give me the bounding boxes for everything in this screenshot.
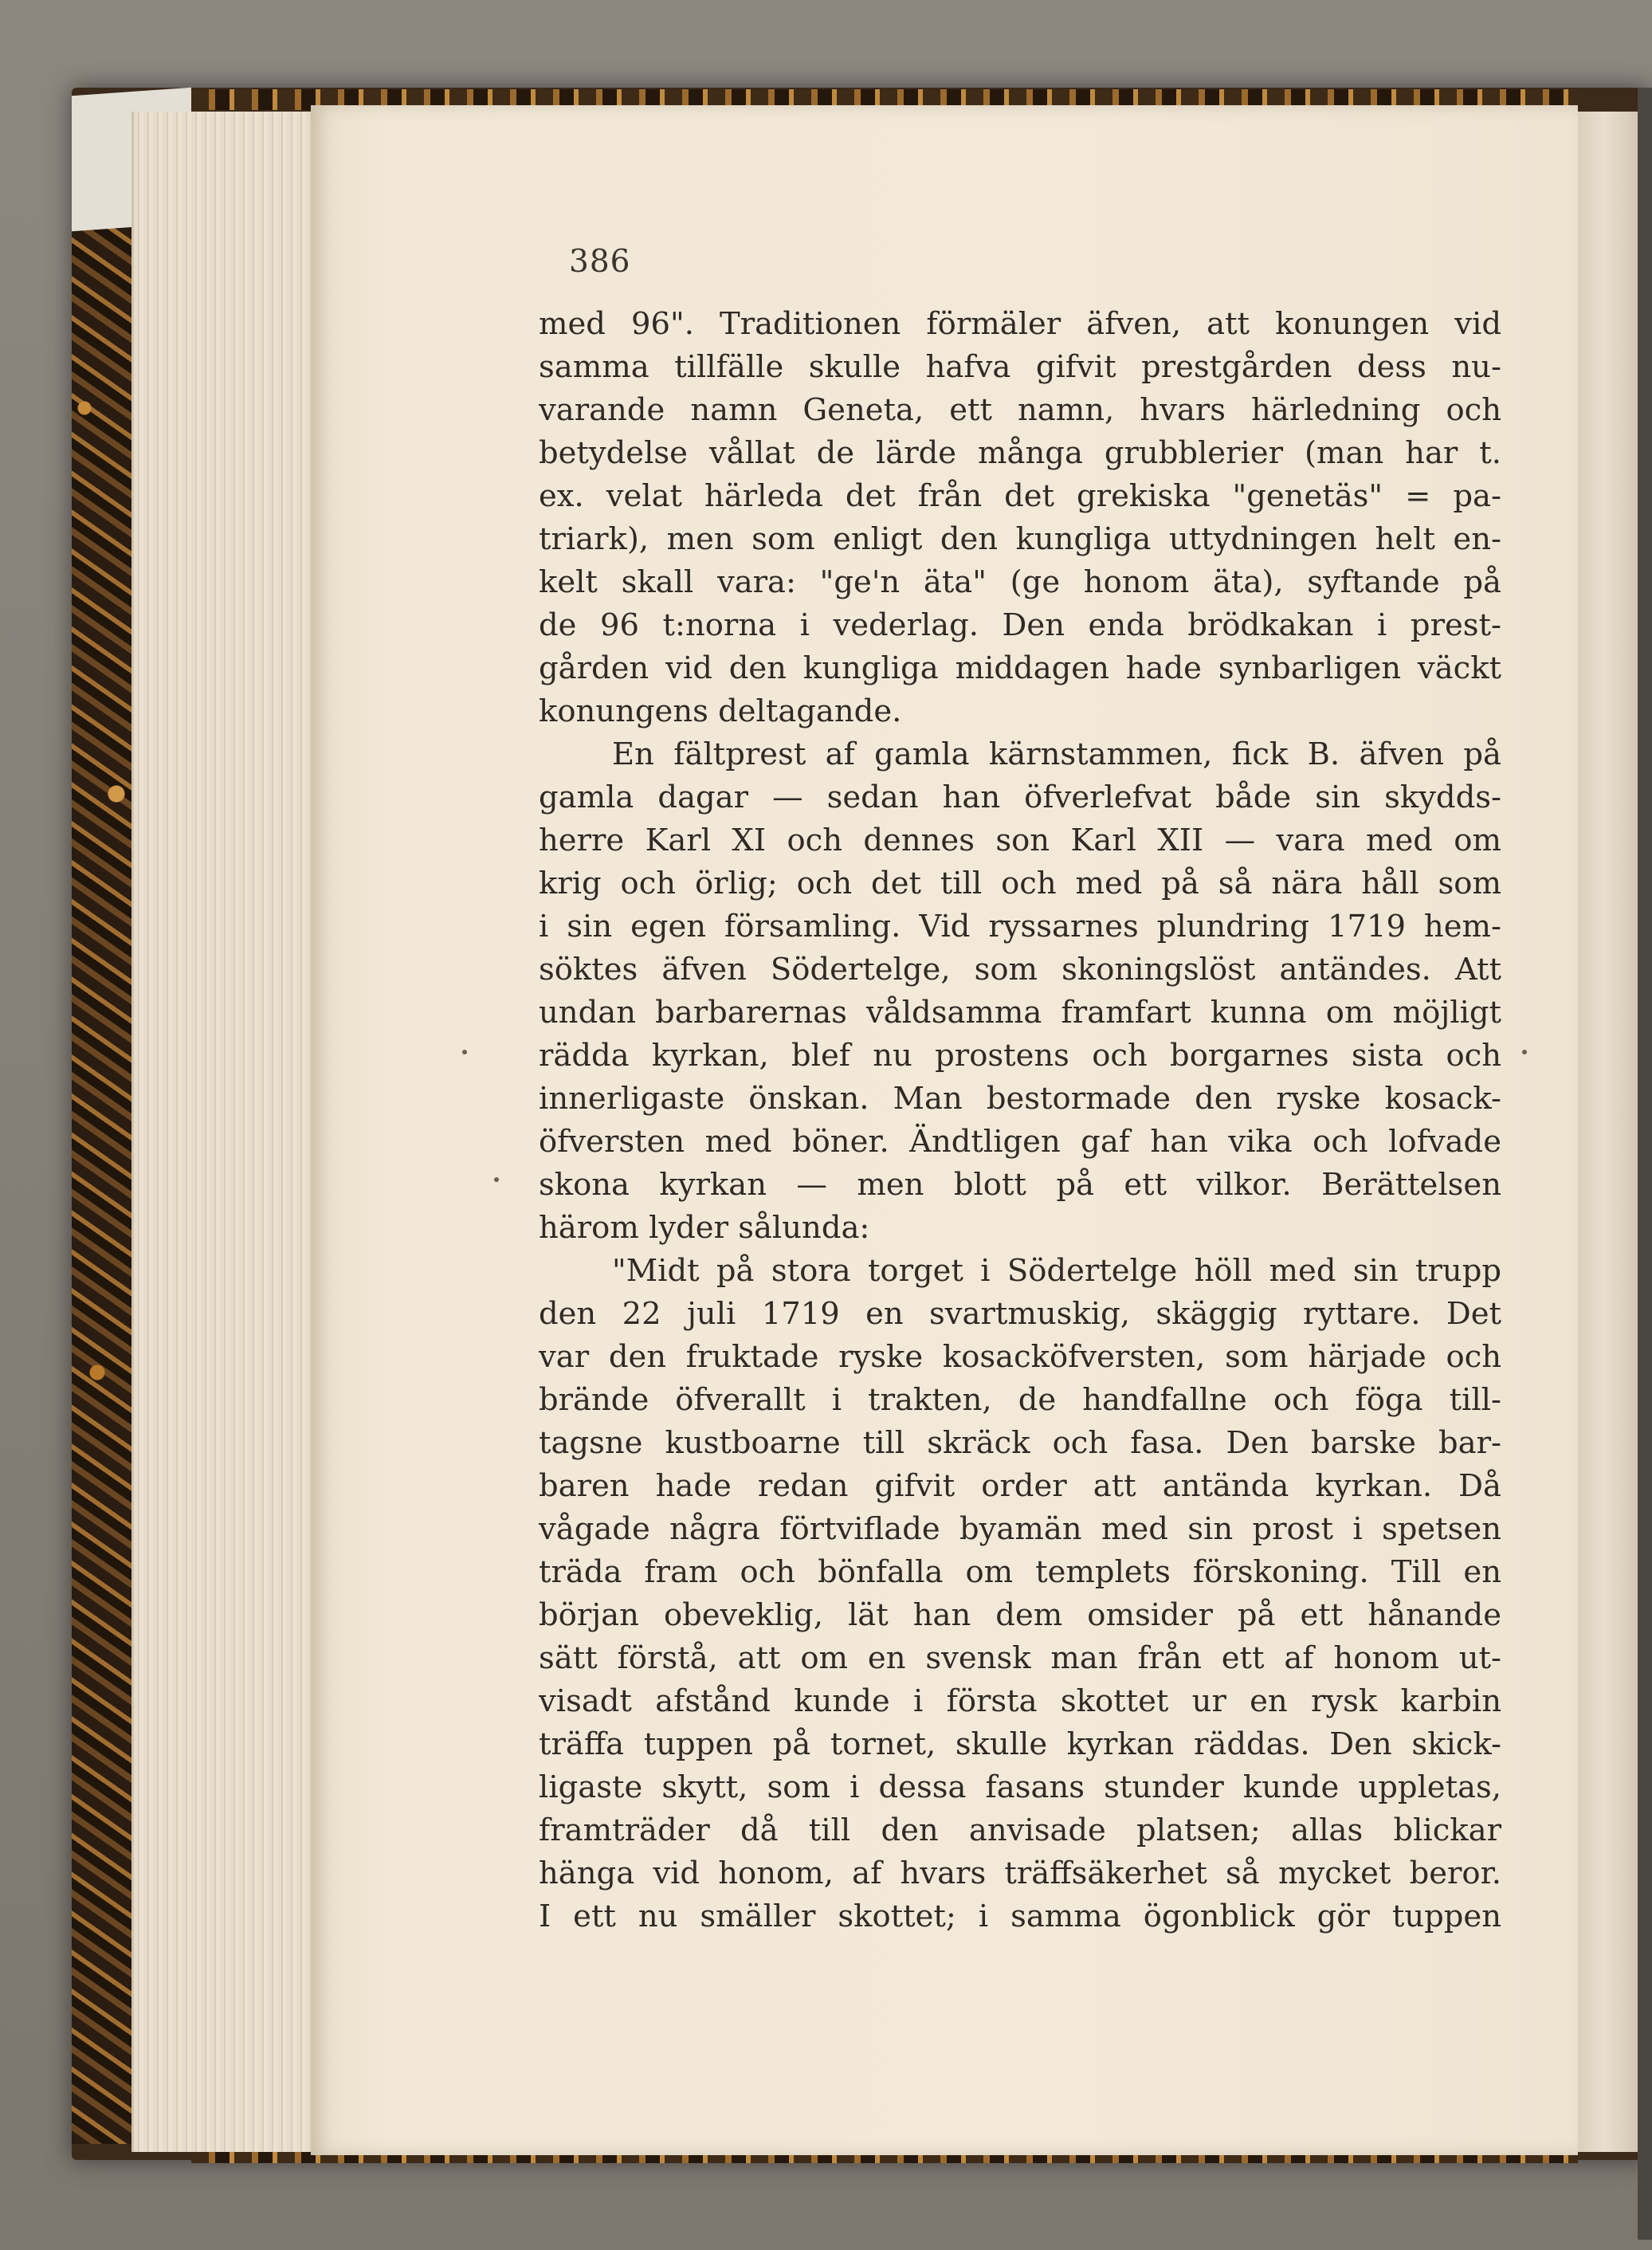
text-line: En fältprest af gamla kärnstammen, fick B. äfven på [612, 736, 1501, 772]
text-line: undan barbarernas våldsamma framfart kunna om möjligt [539, 995, 1501, 1031]
text-line: ex. velat härleda det från det grekiska "genetäs" = pa- [539, 478, 1501, 514]
text-line: konungens deltagande. [539, 693, 902, 729]
body-text [539, 303, 1501, 1938]
text-line: söktes äfven Södertelge, som skoningslöst antändes. Att [539, 952, 1501, 988]
text-line: träda fram och bönfalla om templets förskoning. Till en [539, 1554, 1501, 1590]
text-line: de 96 t:norna i vederlag. Den enda brödkakan i prest- [539, 607, 1501, 643]
page-number: 386 [569, 244, 631, 280]
text-line: sätt förstå, att om en svensk man från ett af honom ut- [539, 1640, 1501, 1676]
text-line: vågade några förtviflade byamän med sin prost i spetsen [539, 1511, 1501, 1547]
text-line: öfversten med böner. Ändtligen gaf han vika och lofvade [539, 1124, 1501, 1160]
text-line: var den fruktade ryske kosacköfversten, som härjade och [539, 1339, 1501, 1375]
paper-speck [494, 1177, 499, 1182]
text-line: innerligaste önskan. Man bestormade den ryske kosack- [539, 1081, 1501, 1117]
text-line: gamla dagar — sedan han öfverlefvat både sin skydds- [539, 779, 1501, 815]
text-line: med 96". Traditionen förmäler äfven, att konungen vid [539, 306, 1501, 342]
right-shadow [1638, 88, 1652, 2240]
text-line: samma tillfälle skulle hafva gifvit prestgården dess nu- [539, 349, 1501, 385]
text-line: framträder då till den anvisade platsen; allas blickar [539, 1812, 1501, 1848]
text-line: "Midt på stora torget i Södertelge höll med sin trupp [612, 1253, 1501, 1289]
text-line: den 22 juli 1719 en svartmuskig, skäggig ryttare. Det [539, 1296, 1501, 1332]
text-line: I ett nu smäller skottet; i samma ögonblick gör tuppen [539, 1899, 1501, 1934]
paper-speck [1522, 1050, 1527, 1054]
text-line: krig och örlig; och det till och med på så nära håll som [539, 866, 1501, 901]
text-line: början obeveklig, lät han dem omsider på ett hånande [539, 1597, 1501, 1633]
page-block-edges [131, 112, 317, 2152]
text-line: träffa tuppen på tornet, skulle kyrkan räddas. Den skick- [539, 1726, 1501, 1762]
text-line: brände öfverallt i trakten, de handfallne och föga till- [539, 1382, 1501, 1418]
text-line: herre Karl XI och dennes son Karl XII — vara med om [539, 823, 1501, 858]
marbled-board [72, 215, 135, 2144]
text-line: kelt skall vara: "ge'n äta" (ge honom äta), syftande på [539, 564, 1501, 600]
text-line: varande namn Geneta, ett namn, hvars härledning och [539, 392, 1501, 428]
text-line: härom lyder sålunda: [539, 1210, 870, 1246]
text-line: rädda kyrkan, blef nu prostens och borgarnes sista och [539, 1038, 1501, 1074]
paper-speck [462, 1050, 467, 1054]
text-line: visadt afstånd kunde i första skottet ur en rysk karbin [539, 1683, 1501, 1719]
text-line: betydelse vållat de lärde många grubblerier (man har t. [539, 435, 1501, 471]
text-line: tagsne kustboarne till skräck och fasa. Den barske bar- [539, 1425, 1501, 1461]
text-line: gården vid den kungliga middagen hade synbarligen väckt [539, 650, 1501, 686]
text-line: baren hade redan gifvit order att antända kyrkan. Då [539, 1468, 1501, 1504]
text-line: i sin egen församling. Vid ryssarnes plundring 1719 hem- [539, 909, 1501, 944]
text-line: triark), men som enligt den kungliga uttydningen helt en- [539, 521, 1501, 557]
text-line: skona kyrkan — men blott på ett vilkor. Berättelsen [539, 1167, 1501, 1203]
text-line: ligaste skytt, som i dessa fasans stunder kunde uppletas, [539, 1769, 1501, 1805]
text-line: hänga vid honom, af hvars träffsäkerhet så mycket beror. [539, 1855, 1501, 1891]
